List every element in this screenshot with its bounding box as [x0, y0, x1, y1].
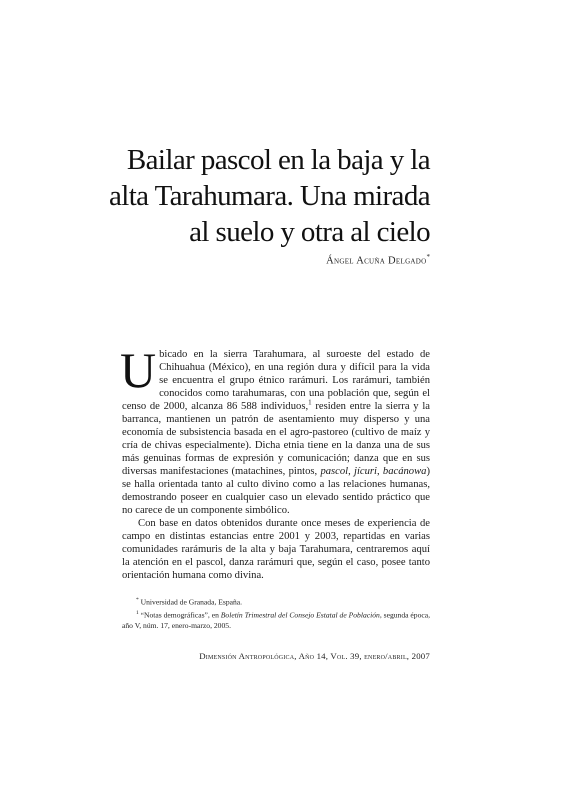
paragraph-1 [120, 342, 430, 517]
footnote-1-text-a: “Notas demográficas”, en [138, 610, 221, 620]
author-line [200, 253, 430, 267]
separator-1: , [348, 466, 355, 477]
italic-term-jicuri: jícuri [354, 466, 377, 477]
separator-2: , [376, 466, 383, 477]
article-body [120, 342, 430, 582]
footnote-mark-asterisk: * [136, 597, 139, 603]
author-footnote-mark: * [426, 253, 430, 261]
title-line-3: al suelo y otra al cielo [189, 216, 430, 248]
footnotes [122, 595, 430, 632]
drop-cap: U [120, 342, 157, 398]
journal-citation-footer: Dimensión Antropológica, Año 14, Vol. 39, enero/abril, 2007 [199, 651, 430, 661]
italic-term-bacanowa: bacánowa [382, 466, 427, 477]
footnote-1 [122, 608, 430, 632]
footnote-affiliation [122, 595, 430, 608]
footnote-affiliation-text: Universidad de Granada, España. [138, 597, 243, 607]
footnote-1-text-b: , segunda época, año V, núm. 17, enero-marzo, 2005. [122, 610, 431, 631]
title-line-1: Bailar pascol en la baja y la [126, 144, 430, 176]
author-name: Ángel Acuña Delgado [326, 255, 427, 267]
paragraph-1-text-a: bicado en la sierra Tarahumara, al suroeste del estado de Chihuahua (México), en una región dura y difícil para la vida se encuentra el grupo étnico rarámuri. Los rarámuri, también conocidos como tarahumaras, con una población que, según el censo de 2000, alcanza 86 588 individuos, [122, 349, 430, 412]
title-line-2: alta Tarahumara. Una mirada [108, 180, 430, 212]
paragraph-2: Con base en datos obtenidos durante once meses de experiencia de campo en distintas estancias entre 2001 y 2003, repartidas en varias comunidades rarámuris de la alta y baja Tarahumara, centraremos aquí la atención en el pascol, danza rarámuri que, según el caso, posee tanto orientación humana como divina. [122, 518, 430, 581]
footnote-ref-1: 1 [308, 398, 312, 407]
footnote-mark-1: 1 [136, 610, 139, 617]
footnote-1-source-title: Boletín Trimestral del Consejo Estatal de Población [220, 610, 380, 620]
italic-term-pascol: pascol [320, 466, 349, 477]
paragraph-1-text-b: residen entre la sierra y la barranca, mantienen un patrón de asentamiento muy disperso y una economía de subsistencia basada en el agro-pastoreo (cultivo de maíz y cría de chivas especialmente). Dicha etnia tiene en la danza una de sus más genuinas formas de expresión y comunicación; danza que en sus diversas manifestaciones (matachines, pintos, [122, 401, 430, 477]
article-title [100, 142, 430, 250]
paragraph-1-text-c: ) se halla orientada tanto al culto divino como a las relaciones humanas, demostrando poseer en cualquier caso un elevado sentido práctico que no carece de un componente simbólico. [122, 466, 430, 516]
